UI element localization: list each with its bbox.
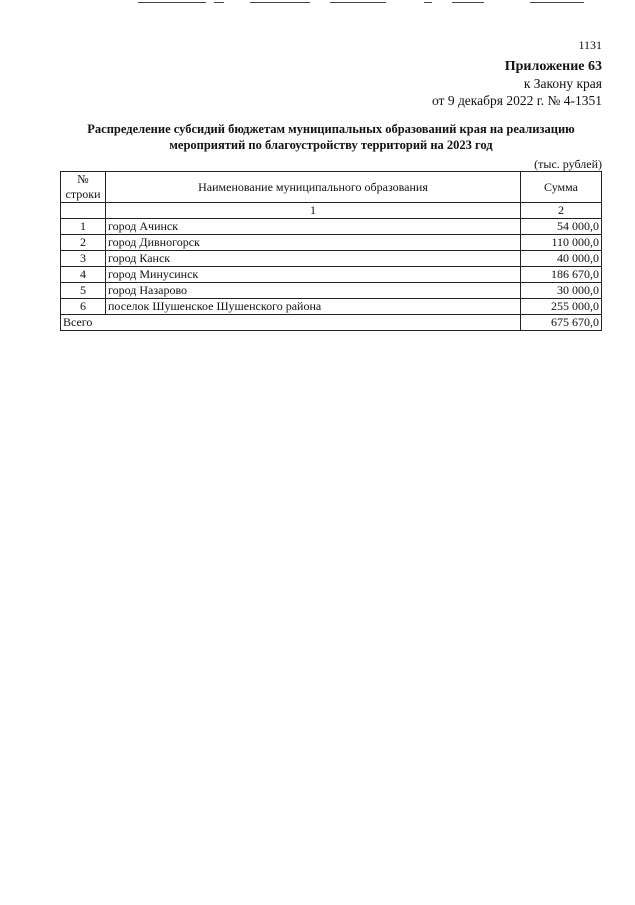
table-row [61, 283, 602, 299]
table-header-row [61, 172, 602, 203]
title-line-2: мероприятий по благоустройству территорий на 2023 год [169, 138, 493, 152]
municipality-name: город Назарово [106, 283, 521, 299]
municipality-name: город Ачинск [106, 219, 521, 235]
scan-line [138, 2, 206, 3]
table-row [61, 235, 602, 251]
municipality-name: город Канск [106, 251, 521, 267]
header-num-symbol: № [77, 172, 89, 186]
row-number: 1 [61, 219, 106, 235]
municipality-name: город Дивногорск [106, 235, 521, 251]
appendix-block [432, 58, 602, 109]
total-amount: 675 670,0 [521, 315, 602, 331]
scan-line [530, 2, 584, 3]
row-number: 6 [61, 299, 106, 315]
header-sum: Сумма [521, 172, 602, 203]
title-line-1: Распределение субсидий бюджетам муниципальных образований края на реализацию [87, 122, 575, 136]
total-row [61, 315, 602, 331]
row-number: 2 [61, 235, 106, 251]
scan-line [452, 2, 484, 3]
column-number-cell: 2 [521, 203, 602, 219]
appendix-title: Приложение 63 [504, 59, 602, 74]
header-num-label: строки [65, 187, 101, 201]
subsidy-table [60, 171, 602, 331]
scan-line [250, 2, 310, 3]
row-number: 3 [61, 251, 106, 267]
municipality-name: город Минусинск [106, 267, 521, 283]
scan-line [330, 2, 386, 3]
table-row [61, 219, 602, 235]
row-number: 4 [61, 267, 106, 283]
municipality-name: поселок Шушенское Шушенского района [106, 299, 521, 315]
subsidy-amount: 186 670,0 [521, 267, 602, 283]
subsidy-amount: 54 000,0 [521, 219, 602, 235]
subsidy-amount: 110 000,0 [521, 235, 602, 251]
appendix-law-date: от 9 декабря 2022 г. № 4-1351 [431, 93, 602, 108]
column-number-cell [61, 203, 106, 219]
subsidy-amount: 40 000,0 [521, 251, 602, 267]
document-title [60, 121, 602, 153]
page-number: 1131 [578, 38, 602, 52]
row-number: 5 [61, 283, 106, 299]
total-label: Всего [61, 315, 521, 331]
header-name: Наименование муниципального образования [106, 172, 521, 203]
table-row [61, 267, 602, 283]
units-note: (тыс. рублей) [534, 157, 602, 171]
header-row-number [61, 172, 106, 203]
table-row [61, 299, 602, 315]
column-number-cell: 1 [106, 203, 521, 219]
scan-line [424, 2, 432, 3]
table-row [61, 251, 602, 267]
appendix-law-ref: к Закону края [523, 76, 602, 91]
scan-line [214, 2, 224, 3]
column-number-row [61, 203, 602, 219]
subsidy-amount: 30 000,0 [521, 283, 602, 299]
subsidy-amount: 255 000,0 [521, 299, 602, 315]
